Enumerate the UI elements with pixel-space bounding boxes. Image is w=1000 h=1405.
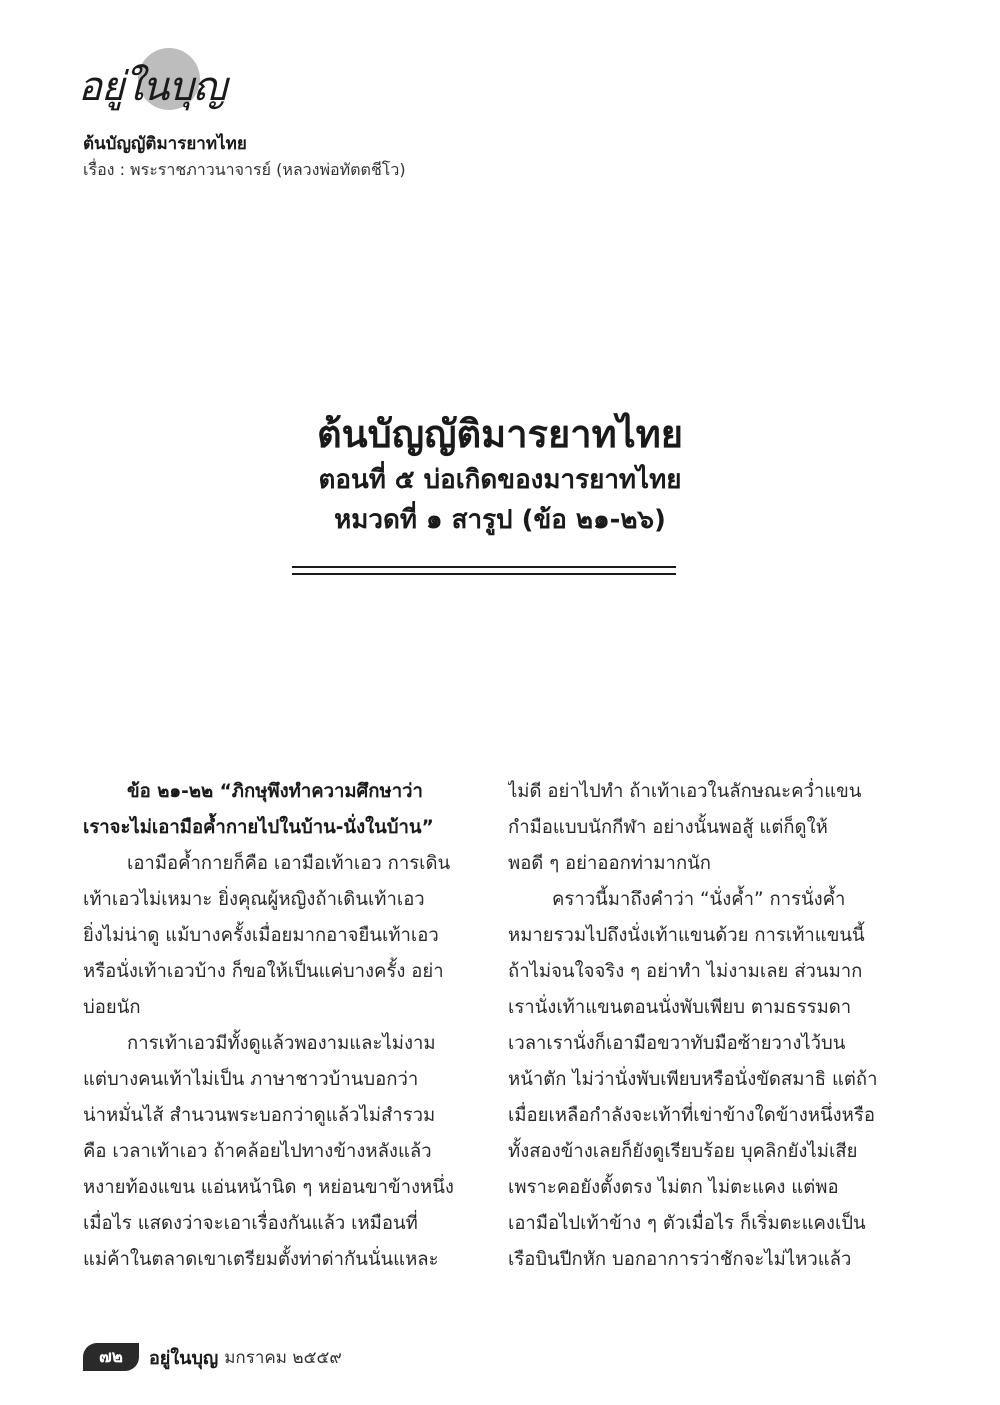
page-footer: [83, 1342, 342, 1372]
body-line: ข้อ ๒๑-๒๒ “ภิกษุพึงทำความศึกษาว่า: [127, 781, 423, 802]
section-subtitle: หมวดที่ ๑ สารูป (ข้อ ๒๑-๒๖): [334, 505, 666, 535]
title-double-rule: [292, 566, 676, 575]
logo-text: อยู่ในบุญ: [78, 64, 226, 110]
episode-subtitle: ตอนที่ ๕ บ่อเกิดของมารยาทไทย: [318, 465, 682, 495]
body-line: น่าหมั่นไส้ สำนวนพระบอกว่าดูแล้วไม่สำรวม: [83, 1105, 436, 1126]
body-line: เวลาเรานั่งก็เอามือขวาทับมือซ้ายวางไว้บน: [508, 1033, 846, 1054]
footer-issue-date: มกราคม ๒๕๕๙: [224, 1347, 342, 1368]
body-line: เรานั่งเท้าแขนตอนนั่งพับเพียบ ตามธรรมดา: [508, 997, 852, 1018]
body-line: เอามือไปเท้าข้าง ๆ ตัวเมื่อไร ก็เริ่มตะแคงเป็น: [508, 1213, 866, 1234]
body-line: แม่ค้าในตลาดเขาเตรียมตั้งท่าด่ากันนั่นแหละ: [83, 1249, 439, 1270]
body-line: ยิ่งไม่น่าดู แม้บางครั้งเมื่อยมากอาจยืนเท้าเอว: [83, 925, 439, 946]
magazine-logo: [78, 48, 228, 112]
body-line: ทั้งสองข้างเลยก็ยังดูเรียบร้อย บุคลิกยังไม่เสีย: [508, 1141, 858, 1162]
body-line: กำมือแบบนักกีฬา อย่างนั้นพอสู้ แต่ก็ดูให้: [508, 817, 828, 838]
page-number: ๗๒: [83, 1343, 139, 1371]
body-line: หมายรวมไปถึงนั่งเท้าแขนด้วย การเท้าแขนนี้: [508, 925, 865, 946]
article-title-block: [0, 408, 1000, 540]
body-line: แต่บางคนเท้าไม่เป็น ภาษาชาวบ้านบอกว่า: [83, 1069, 419, 1090]
body-line: บ่อยนัก: [83, 997, 141, 1018]
body-line: เท้าเอวไม่เหมาะ ยิ่งคุณผู้หญิงถ้าเดินเท้าเอว: [83, 889, 425, 910]
body-line: เมื่อไร แสดงว่าจะเอาเรื่องกันแล้ว เหมือนที่: [83, 1213, 418, 1234]
body-line: เราจะไม่เอามือค้ำกายไปในบ้าน-นั่งในบ้าน”: [83, 817, 434, 838]
column-name: ต้นบัญญัติมารยาทไทย: [83, 134, 247, 154]
body-line: การเท้าเอวมีทั้งดูแล้วพองามและไม่งาม: [127, 1033, 436, 1054]
body-line: ไม่ดี อย่าไปทำ ถ้าเท้าเอวในลักษณะคว่ำแขน: [508, 781, 862, 802]
body-line: คราวนี้มาถึงคำว่า “นั่งค้ำ” การนั่งค้ำ: [552, 889, 846, 910]
footer-magazine-name: อยู่ในบุญ: [149, 1347, 219, 1369]
body-line: เพราะคอยังตั้งตรง ไม่ตก ไม่ตะแคง แต่พอ: [508, 1177, 839, 1198]
body-line: เอามือค้ำกายก็คือ เอามือเท้าเอว การเดิน: [127, 853, 451, 874]
body-column-right: [508, 774, 900, 1278]
body-line: เรือบินปีกหัก บอกอาการว่าชักจะไม่ไหวแล้ว: [508, 1249, 852, 1270]
article-title: ต้นบัญญัติมารยาทไทย: [316, 412, 684, 456]
body-line: หงายท้องแขน แอ่นหน้านิด ๆ หย่อนขาข้างหนึ่ง: [83, 1177, 454, 1198]
body-line: ถ้าไม่จนใจจริง ๆ อย่าทำ ไม่งามเลย ส่วนมาก: [508, 961, 863, 982]
body-column-left: [83, 774, 475, 1278]
body-line: เมื่อยเหลือกำลังจะเท้าที่เข่าข้างใดข้างหนึ่งหรือ: [508, 1105, 875, 1126]
body-line: หน้าตัก ไม่ว่านั่งพับเพียบหรือนั่งขัดสมาธิ แต่ถ้า: [508, 1069, 878, 1090]
byline: เรื่อง : พระราชภาวนาจารย์ (หลวงพ่อทัตตชีโว): [83, 160, 406, 179]
body-line: คือ เวลาเท้าเอว ถ้าคล้อยไปทางข้างหลังแล้ว: [83, 1141, 432, 1162]
body-line: หรือนั่งเท้าเอวบ้าง ก็ขอให้เป็นแค่บางครั้ง อย่า: [83, 961, 444, 982]
body-line: พอดี ๆ อย่าออกท่ามากนัก: [508, 853, 711, 874]
